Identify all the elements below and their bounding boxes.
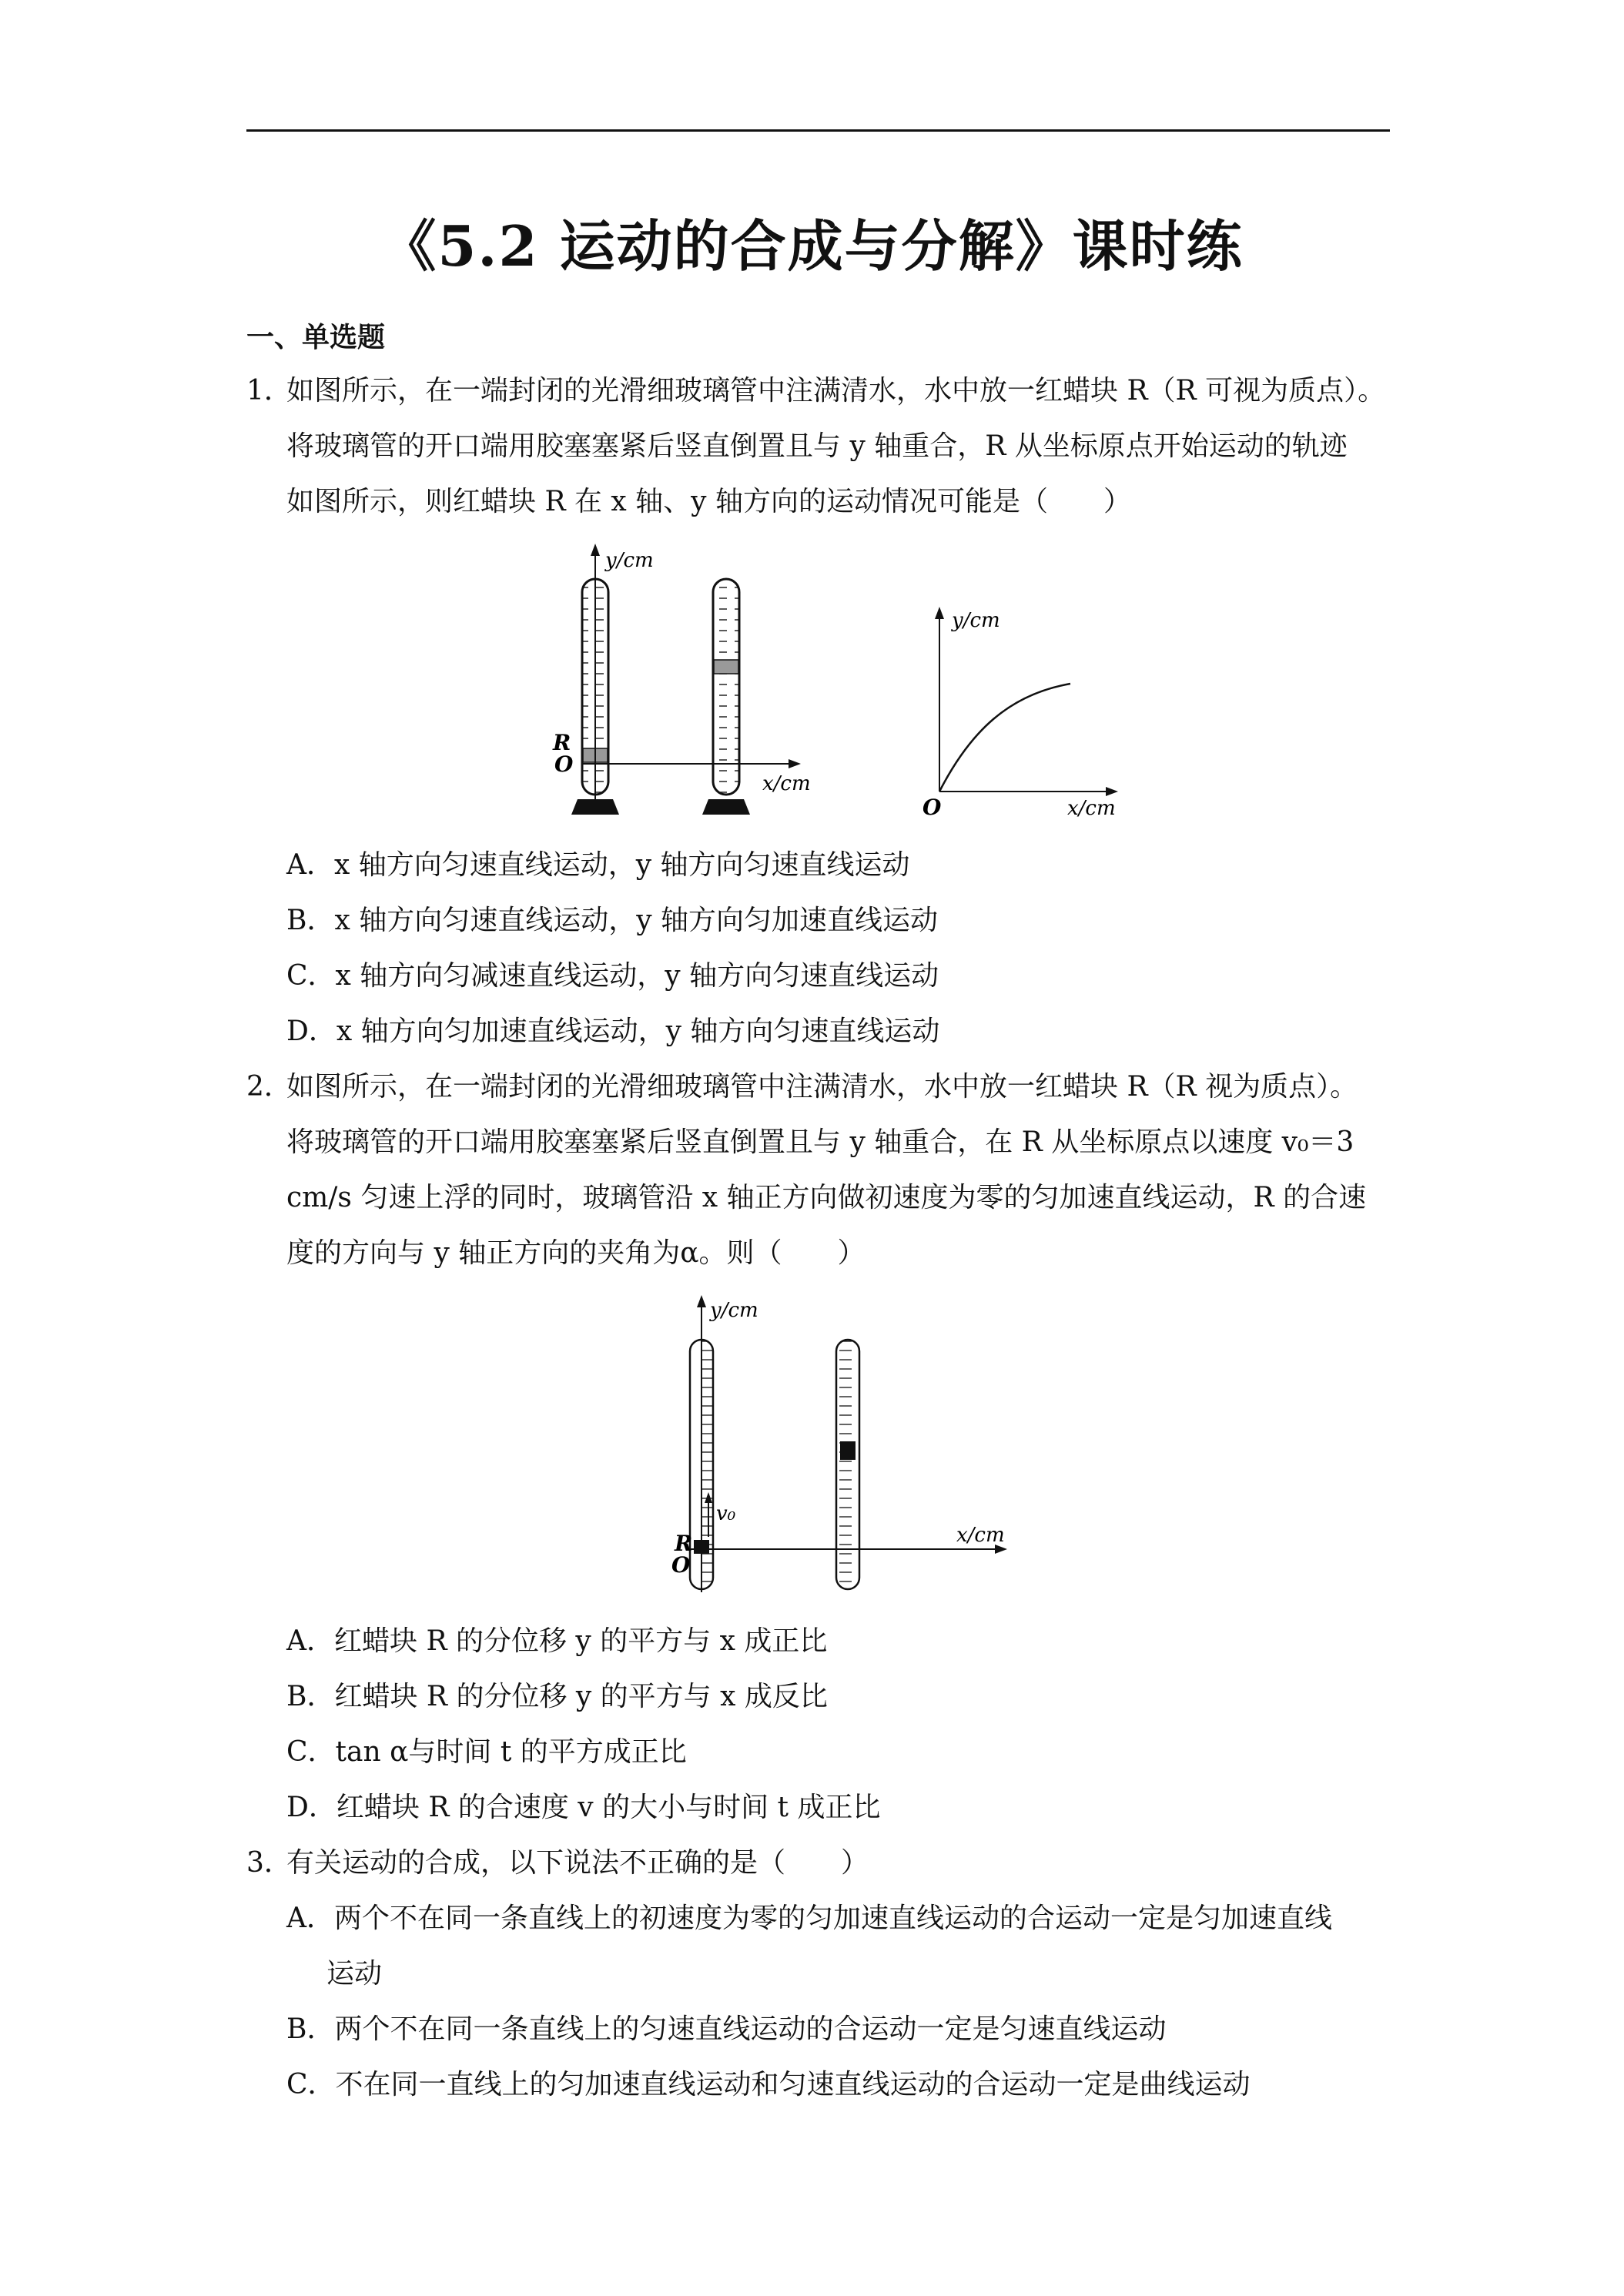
option-A: A．红蜡块 R 的分位移 y 的平方与 x 成正比 — [286, 1625, 828, 1657]
wax-block-moved — [840, 1441, 856, 1460]
y-axis-arrow — [697, 1295, 706, 1307]
figure-2-tubes — [655, 1290, 1009, 1606]
figure-1-tubes — [531, 539, 824, 824]
trajectory-curve — [939, 684, 1070, 792]
question-text-line: 有关运动的合成，以下说法不正确的是（ ） — [286, 1847, 869, 1879]
option-B: B．x 轴方向匀速直线运动，y 轴方向匀加速直线运动 — [286, 905, 938, 936]
option-A: A．x 轴方向匀速直线运动，y 轴方向匀速直线运动 — [286, 849, 910, 881]
question-text-line: 将玻璃管的开口端用胶塞塞紧后竖直倒置且与 y 轴重合，R 从坐标原点开始运动的轨迹 — [286, 430, 1348, 462]
label-O: O — [554, 751, 574, 777]
graph-x-arrow — [1106, 787, 1118, 796]
option-D: D．红蜡块 R 的合速度 v 的大小与时间 t 成正比 — [286, 1792, 881, 1823]
question-text-line: 如图所示，则红蜡块 R 在 x 轴、y 轴方向的运动情况可能是（ ） — [286, 486, 1131, 517]
question-text-line: 如图所示，在一端封闭的光滑细玻璃管中注满清水，水中放一红蜡块 R（R 视为质点）。 — [286, 1071, 1358, 1103]
y-axis-label: y/cm — [605, 549, 654, 572]
graph-y-arrow — [935, 607, 944, 619]
right-tube — [836, 1340, 859, 1589]
x-axis-label: x/cm — [956, 1524, 1005, 1547]
label-O: O — [671, 1552, 691, 1578]
question-number: 3． — [246, 1847, 292, 1879]
right-stopper — [702, 799, 750, 815]
x-axis-label: x/cm — [762, 772, 811, 795]
label-v0: v₀ — [716, 1502, 736, 1525]
figure-1-graph — [909, 601, 1140, 824]
option-C: C．不在同一直线上的匀加速直线运动和匀速直线运动的合运动一定是曲线运动 — [286, 2069, 1251, 2100]
graph-origin-label: O — [922, 795, 942, 820]
page-title: 《5.2 运动的合成与分解》课时练 — [380, 213, 1244, 279]
option-D: D．x 轴方向匀加速直线运动，y 轴方向匀速直线运动 — [286, 1016, 940, 1047]
header-rule — [246, 129, 1390, 132]
question-text-line: 将玻璃管的开口端用胶塞塞紧后竖直倒置且与 y 轴重合，在 R 从坐标原点以速度 v₀＝3 — [286, 1126, 1354, 1158]
section-heading: 一、单选题 — [246, 321, 386, 353]
graph-y-label: y/cm — [952, 609, 1000, 632]
question-text-line: 如图所示，在一端封闭的光滑细玻璃管中注满清水，水中放一红蜡块 R（R 可视为质点）。 — [286, 375, 1386, 407]
right-tube — [713, 579, 739, 795]
graph-x-label: x/cm — [1067, 797, 1116, 820]
left-stopper — [571, 799, 619, 815]
question-text-line: 度的方向与 y 轴正方向的夹角为α。则（ ） — [286, 1237, 866, 1269]
question-number: 2． — [246, 1071, 292, 1103]
option-A: A．两个不在同一条直线上的初速度为零的匀加速直线运动的合运动一定是匀加速直线 — [286, 1903, 1333, 1934]
label-R: R — [553, 730, 571, 755]
y-axis-arrow — [591, 544, 600, 556]
option-C: C．tan α与时间 t 的平方成正比 — [286, 1736, 687, 1768]
x-axis-arrow — [789, 759, 801, 768]
option-B: B．红蜡块 R 的分位移 y 的平方与 x 成反比 — [286, 1681, 828, 1712]
y-axis-label: y/cm — [710, 1299, 758, 1322]
option-C: C．x 轴方向匀减速直线运动，y 轴方向匀速直线运动 — [286, 960, 939, 992]
wax-block-moved — [714, 660, 738, 674]
option-A-continuation: 运动 — [326, 1958, 383, 1990]
option-B: B．两个不在同一条直线上的匀速直线运动的合运动一定是匀速直线运动 — [286, 2013, 1167, 2045]
question-number: 1． — [246, 375, 292, 407]
question-text-line: cm/s 匀速上浮的同时，玻璃管沿 x 轴正方向做初速度为零的匀加速直线运动，R 的合速 — [286, 1182, 1367, 1213]
label-R: R — [675, 1531, 693, 1556]
